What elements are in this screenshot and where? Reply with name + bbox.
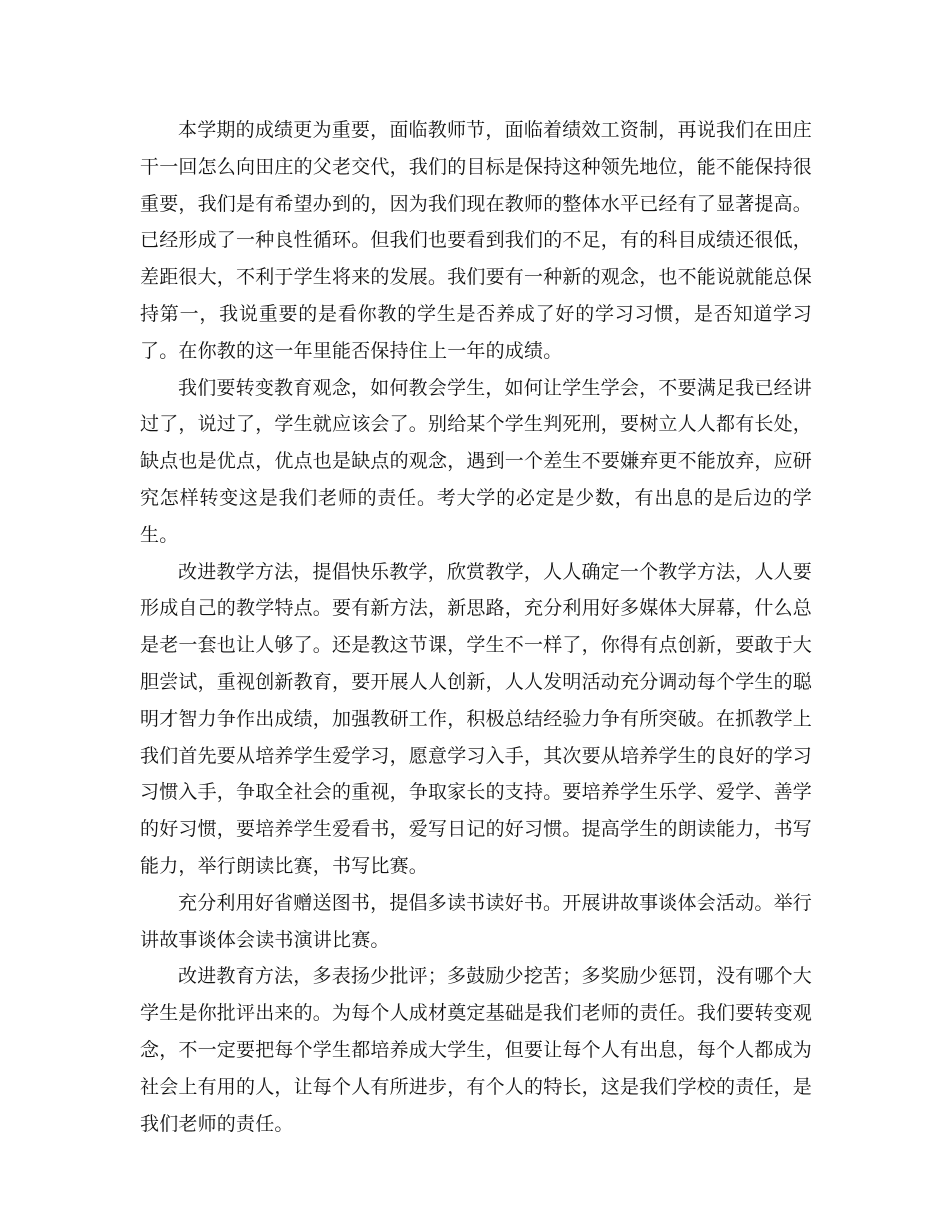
paragraph-4: 充分利用好省赠送图书，提倡多读书读好书。开展讲故事谈体会活动。举行讲故事谈体会读书演讲比赛。	[140, 891, 812, 951]
paragraph-1: 本学期的成绩更为重要，面临教师节，面临着绩效工资制，再说我们在田庄干一回怎么向田庄的父老交代，我们的目标是保持这种领先地位，能不能保持很重要，我们是有希望办到的，因为我们现在教师的整体水平已经有了显著提高。已经形成了一种良性循环。但我们也要看到我们的不足，有的科目成绩还很低，差距很大，不利于学生将来的发展。我们要有一种新的观念，也不能说就能总保持第一，我说重要的是看你教的学生是否养成了好的学习习惯，是否知道学习了。在你教的这一年里能否保持住上一年的成绩。	[140, 119, 813, 362]
document-body	[140, 112, 812, 1142]
paragraph-2: 我们要转变教育观念，如何教会学生，如何让学生学会，不要满足我已经讲过了，说过了，学生就应该会了。别给某个学生判死刑，要树立人人都有长处，缺点也是优点，优点也是缺点的观念，遇到一个差生不要嫌弃更不能放弃，应研究怎样转变这是我们老师的责任。考大学的必定是少数，有出息的是后边的学生。	[140, 376, 813, 546]
paragraph-5: 改进教育方法，多表扬少批评；多鼓励少挖苦；多奖励少惩罚，没有哪个大学生是你批评出来的。为每个人成材奠定基础是我们老师的责任。我们要转变观念，不一定要把每个学生都培养成大学生，但要让每个人有出息，每个人都成为社会上有用的人，让每个人有所进步，有个人的特长，这是我们学校的责任，是我们老师的责任。	[140, 965, 813, 1135]
paragraph-3: 改进教学方法，提倡快乐教学，欣赏教学，人人确定一个教学方法，人人要形成自己的教学特点。要有新方法，新思路，充分利用好多媒体大屏幕，什么总是老一套也让人够了。还是教这节课，学生不一样了，你得有点创新，要敢于大胆尝试，重视创新教育，要开展人人创新，人人发明活动充分调动每个学生的聪明才智力争作出成绩，加强教研工作，积极总结经验力争有所突破。在抓教学上我们首先要从培养学生爱学习，愿意学习入手，其次要从培养学生的良好的学习习惯入手，争取全社会的重视，争取家长的支持。要培养学生乐学、爱学、善学的好习惯，要培养学生爱看书，爱写日记的好习惯。提高学生的朗读能力，书写能力，举行朗读比赛，书写比赛。	[140, 560, 813, 877]
